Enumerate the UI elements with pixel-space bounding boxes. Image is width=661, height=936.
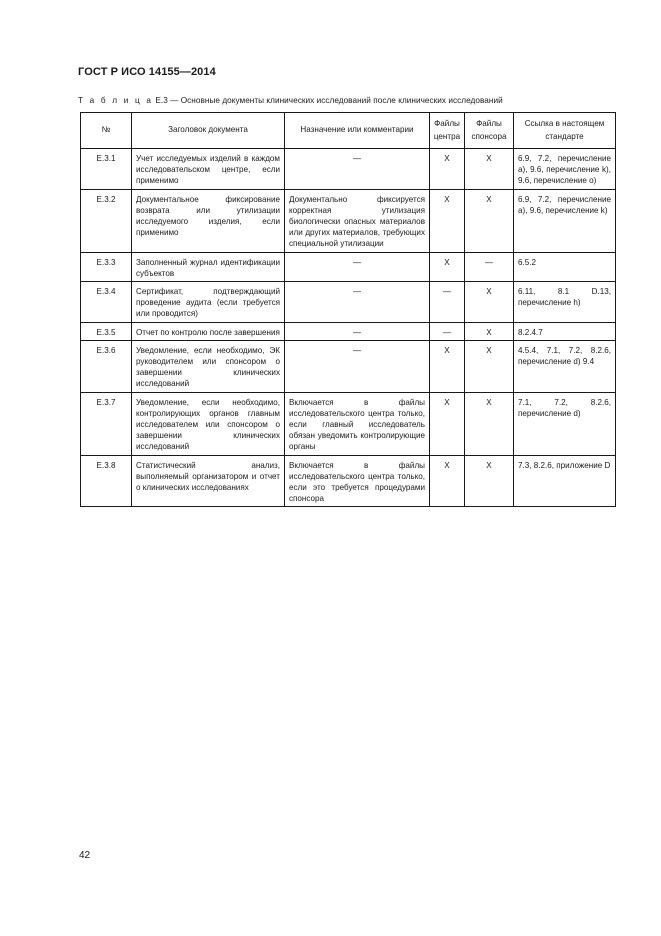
row-purpose: Включается в файлы исследовательского центра только, если это требуется процедурами спонсора bbox=[285, 455, 430, 507]
row-number: Е.3.2 bbox=[81, 189, 132, 252]
row-number: Е.3.5 bbox=[81, 322, 132, 340]
row-reference: 6.5.2 bbox=[514, 252, 616, 281]
col-header-sponsor-files: Файлы спонсора bbox=[465, 113, 514, 149]
row-center-files: X bbox=[430, 340, 465, 392]
row-center-files: X bbox=[430, 189, 465, 252]
row-title: Уведомление, если необходимо, контролирующих органов главным исследователем или спонсором о завершении клинических исследований bbox=[132, 392, 285, 455]
row-number: Е.3.8 bbox=[81, 455, 132, 507]
row-title: Отчет по контролю после завершения bbox=[132, 322, 285, 340]
table-row bbox=[81, 392, 616, 455]
row-sponsor-files: X bbox=[465, 455, 514, 507]
row-center-files: — bbox=[430, 282, 465, 323]
col-header-center-files: Файлы центра bbox=[430, 113, 465, 149]
row-center-files: X bbox=[430, 149, 465, 190]
row-center-files: X bbox=[430, 252, 465, 281]
page-number: 42 bbox=[79, 850, 91, 861]
row-reference: 7.1, 7.2, 8.2.6, перечисление d) bbox=[514, 392, 616, 455]
document-header: ГОСТ Р ИСО 14155—2014 bbox=[78, 66, 216, 78]
table-row bbox=[81, 455, 616, 507]
table-row bbox=[81, 340, 616, 392]
table-caption-text: Е.3 — Основные документы клинических исследований после клинических исследований bbox=[153, 96, 503, 105]
row-title: Учет исследуемых изделий в каждом исследовательском центре, если применимо bbox=[132, 149, 285, 190]
row-title: Уведомление, если необходимо, ЭК руководителем или спонсором о завершении клинических исследований bbox=[132, 340, 285, 392]
documents-table bbox=[80, 112, 616, 507]
row-reference: 8.2.4.7 bbox=[514, 322, 616, 340]
table-row bbox=[81, 282, 616, 323]
row-title: Сертификат, подтверждающий проведение аудита (если требуется или проводится) bbox=[132, 282, 285, 323]
row-center-files: X bbox=[430, 392, 465, 455]
row-number: Е.3.7 bbox=[81, 392, 132, 455]
row-center-files: — bbox=[430, 322, 465, 340]
row-sponsor-files: X bbox=[465, 189, 514, 252]
row-sponsor-files: X bbox=[465, 340, 514, 392]
row-center-files: X bbox=[430, 455, 465, 507]
row-reference: 4.5.4, 7.1, 7.2, 8.2.6, перечисление d) 9.4 bbox=[514, 340, 616, 392]
row-reference: 7.3, 8.2.6, приложение D bbox=[514, 455, 616, 507]
row-number: Е.3.4 bbox=[81, 282, 132, 323]
row-reference: 6.9, 7.2, перечисление а), 9.6, перечисление k) bbox=[514, 189, 616, 252]
row-reference: 6.11, 8.1 D.13, перечисление h) bbox=[514, 282, 616, 323]
table-caption bbox=[78, 96, 503, 105]
row-sponsor-files: X bbox=[465, 392, 514, 455]
row-number: Е.3.1 bbox=[81, 149, 132, 190]
table-row bbox=[81, 189, 616, 252]
col-header-reference: Ссылка в настоящем стандарте bbox=[514, 113, 616, 149]
col-header-number: № bbox=[81, 113, 132, 149]
row-reference: 6.9, 7.2, перечисление а), 9.6, перечисление k), 9.6, перечисление о) bbox=[514, 149, 616, 190]
row-title: Заполненный журнал идентификации субъектов bbox=[132, 252, 285, 281]
table-row bbox=[81, 149, 616, 190]
col-header-title: Заголовок документа bbox=[132, 113, 285, 149]
row-title: Документальное фиксирование возврата или утилизации исследуемого изделия, если применимо bbox=[132, 189, 285, 252]
row-purpose: — bbox=[285, 149, 430, 190]
row-number: Е.3.6 bbox=[81, 340, 132, 392]
row-number: Е.3.3 bbox=[81, 252, 132, 281]
table-caption-prefix: Т а б л и ц а bbox=[78, 96, 154, 105]
row-sponsor-files: X bbox=[465, 282, 514, 323]
row-purpose: Включается в файлы исследовательского центра только, если главный исследователь обязан уведомить контролирующие органы bbox=[285, 392, 430, 455]
row-purpose: — bbox=[285, 322, 430, 340]
table-row bbox=[81, 322, 616, 340]
row-purpose: — bbox=[285, 282, 430, 323]
table-row bbox=[81, 252, 616, 281]
row-purpose: — bbox=[285, 340, 430, 392]
row-purpose: Документально фиксируется корректная утилизация биологически опасных материалов или других материалов, требующих специальной утилизации bbox=[285, 189, 430, 252]
row-purpose: — bbox=[285, 252, 430, 281]
row-title: Статистический анализ, выполняемый организатором и отчет о клинических исследованиях bbox=[132, 455, 285, 507]
table-header-row bbox=[81, 113, 616, 149]
row-sponsor-files: X bbox=[465, 149, 514, 190]
row-sponsor-files: — bbox=[465, 252, 514, 281]
col-header-purpose: Назначение или комментарии bbox=[285, 113, 430, 149]
row-sponsor-files: X bbox=[465, 322, 514, 340]
